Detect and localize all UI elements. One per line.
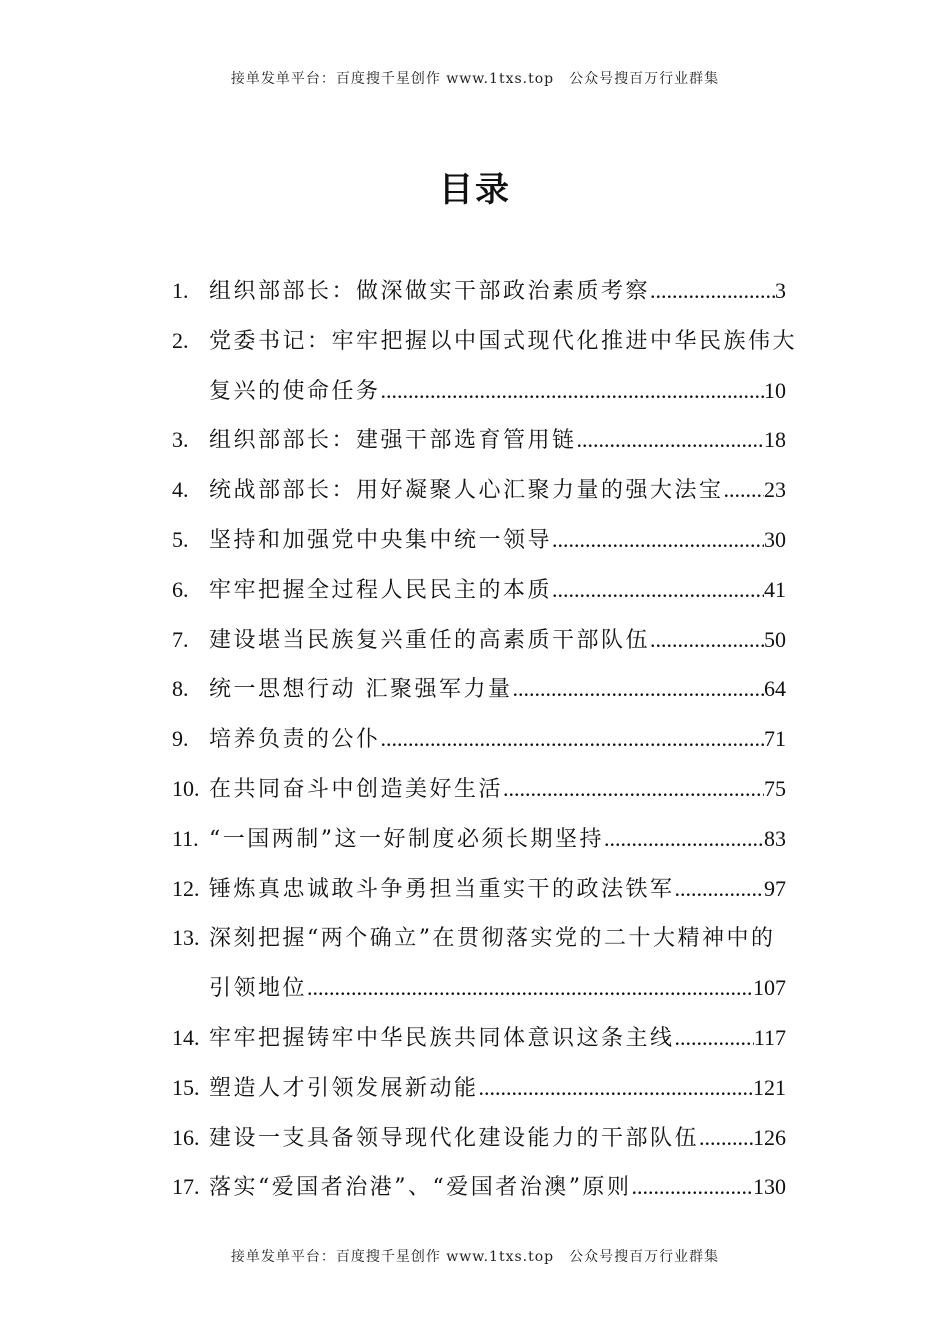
toc-dot-leader	[479, 1063, 753, 1113]
toc-entry-line[interactable]	[172, 714, 786, 764]
toc-entry-line[interactable]	[172, 963, 786, 1013]
toc-page-number: 41	[764, 576, 786, 602]
toc-entry-line[interactable]	[172, 266, 786, 316]
toc-page-number: 130	[753, 1174, 786, 1200]
toc-entry-number: 4.	[172, 477, 189, 503]
toc-entry-line[interactable]	[172, 615, 786, 665]
toc-entry-title: 锤炼真忠诚敢斗争勇担当重实干的政法铁军	[209, 876, 675, 902]
toc-entry-line[interactable]	[172, 664, 786, 714]
toc-entry-line[interactable]	[172, 814, 786, 864]
toc-entry-number: 15.	[172, 1074, 200, 1100]
toc-entry-line[interactable]	[172, 1013, 786, 1063]
toc-entry-line[interactable]	[172, 366, 786, 416]
toc-entry-line[interactable]	[172, 1162, 786, 1212]
toc-entry-number: 14.	[172, 1024, 200, 1050]
toc-dot-leader	[513, 664, 765, 714]
toc-entry-number: 7.	[172, 626, 189, 652]
toc-entry-number: 8.	[172, 676, 189, 702]
toc-entry-number: 9.	[172, 726, 189, 752]
toc-entry-line[interactable]	[172, 316, 798, 366]
toc-entry-title: 坚持和加强党中央集中统一领导	[209, 527, 553, 553]
toc-dot-leader	[699, 1113, 753, 1163]
toc-entry-title: 在共同奋斗中创造美好生活	[209, 776, 504, 802]
toc-page-number: 107	[753, 975, 786, 1001]
toc-page-number: 23	[764, 477, 786, 503]
toc-dot-leader	[724, 465, 764, 515]
toc-page-number: 3	[775, 278, 786, 303]
toc-entry-number: 10.	[172, 775, 200, 801]
toc-entry-title: “一国两制”这一好制度必须长期坚持	[209, 826, 604, 852]
toc-entry-title: 组织部部长：做深做实干部政治素质考察	[209, 279, 651, 304]
table-of-contents	[172, 266, 798, 1212]
toc-entry-line[interactable]	[172, 515, 786, 565]
toc-dot-leader	[632, 1162, 754, 1212]
page-title: 目录	[439, 170, 511, 210]
toc-entry-title: 组织部部长：建强干部选育管用链	[209, 428, 577, 454]
toc-page-number: 50	[764, 626, 786, 652]
toc-dot-leader	[307, 963, 753, 1013]
toc-dot-leader	[503, 764, 764, 814]
toc-dot-leader	[604, 814, 764, 864]
toc-entry-line[interactable]	[172, 415, 786, 465]
toc-entry-title: 统一思想行动 汇聚强军力量	[209, 677, 513, 703]
toc-entry-title: 牢牢把握全过程人民民主的本质	[209, 577, 553, 603]
toc-entry-number: 2.	[172, 327, 189, 353]
toc-dot-leader	[381, 366, 764, 416]
toc-page-number: 75	[764, 775, 786, 801]
toc-entry-number: 6.	[172, 576, 189, 602]
toc-entry-number: 5.	[172, 526, 189, 552]
toc-entry-title: 建设一支具备领导现代化建设能力的干部队伍	[209, 1125, 700, 1151]
toc-entry-title: 复兴的使命任务	[209, 378, 381, 404]
toc-entry-number: 16.	[172, 1124, 200, 1150]
toc-entry-line[interactable]	[172, 465, 786, 515]
toc-entry-line[interactable]	[172, 913, 786, 963]
toc-page-number: 18	[764, 427, 786, 453]
toc-page-number: 117	[753, 1024, 786, 1050]
toc-page-number: 121	[753, 1074, 786, 1100]
toc-entry-number: 3.	[172, 427, 189, 453]
toc-page-number: 126	[753, 1124, 786, 1150]
toc-dot-leader	[552, 515, 764, 565]
toc-dot-leader	[675, 864, 764, 914]
toc-entry-number: 17.	[172, 1174, 200, 1200]
toc-entry-title: 牢牢把握铸牢中华民族共同体意识这条主线	[209, 1025, 675, 1051]
toc-entry-line[interactable]	[172, 764, 786, 814]
toc-entry-line[interactable]	[172, 1063, 786, 1113]
toc-dot-leader	[552, 565, 764, 615]
toc-page-number: 64	[764, 676, 786, 702]
toc-entry-title: 建设堪当民族复兴重任的高素质干部队伍	[209, 627, 651, 653]
toc-dot-leader	[650, 615, 764, 665]
toc-entry-number: 12.	[172, 875, 200, 901]
toc-entry-title: 塑造人才引领发展新动能	[209, 1075, 479, 1101]
toc-entry-line[interactable]	[172, 1113, 786, 1163]
toc-page-number: 97	[764, 875, 786, 901]
toc-entry-title: 落实“爱国者治港”、“爱国者治澳”原则	[209, 1175, 632, 1201]
toc-entry-title: 统战部部长：用好凝聚人心汇聚力量的强大法宝	[209, 478, 724, 504]
toc-entry-number: 1.	[172, 278, 189, 303]
toc-page-number: 30	[764, 526, 786, 552]
toc-page-number: 83	[764, 825, 786, 851]
toc-entry-title: 党委书记：牢牢把握以中国式现代化推进中华民族伟大	[209, 328, 798, 354]
toc-dot-leader	[381, 714, 764, 764]
toc-entry-number: 13.	[172, 925, 200, 951]
page-footer: 接单发单平台：百度搜千星创作 www.1txs.top 公众号搜百万行业群集	[230, 1249, 720, 1265]
toc-page-number: 10	[764, 377, 786, 403]
toc-page-number: 71	[764, 726, 786, 752]
toc-entry-title: 培养负责的公仆	[209, 727, 381, 753]
toc-entry-title: 深刻把握“两个确立”在贯彻落实党的二十大精神中的	[209, 926, 776, 952]
toc-dot-leader	[577, 415, 764, 465]
toc-dot-leader	[675, 1013, 754, 1063]
toc-entry-line[interactable]	[172, 565, 786, 615]
toc-dot-leader	[650, 266, 775, 316]
page-header: 接单发单平台：百度搜千星创作 www.1txs.top 公众号搜百万行业群集	[230, 71, 720, 87]
toc-entry-number: 11.	[172, 825, 199, 851]
toc-entry-line[interactable]	[172, 864, 786, 914]
toc-entry-title: 引领地位	[209, 976, 308, 1002]
